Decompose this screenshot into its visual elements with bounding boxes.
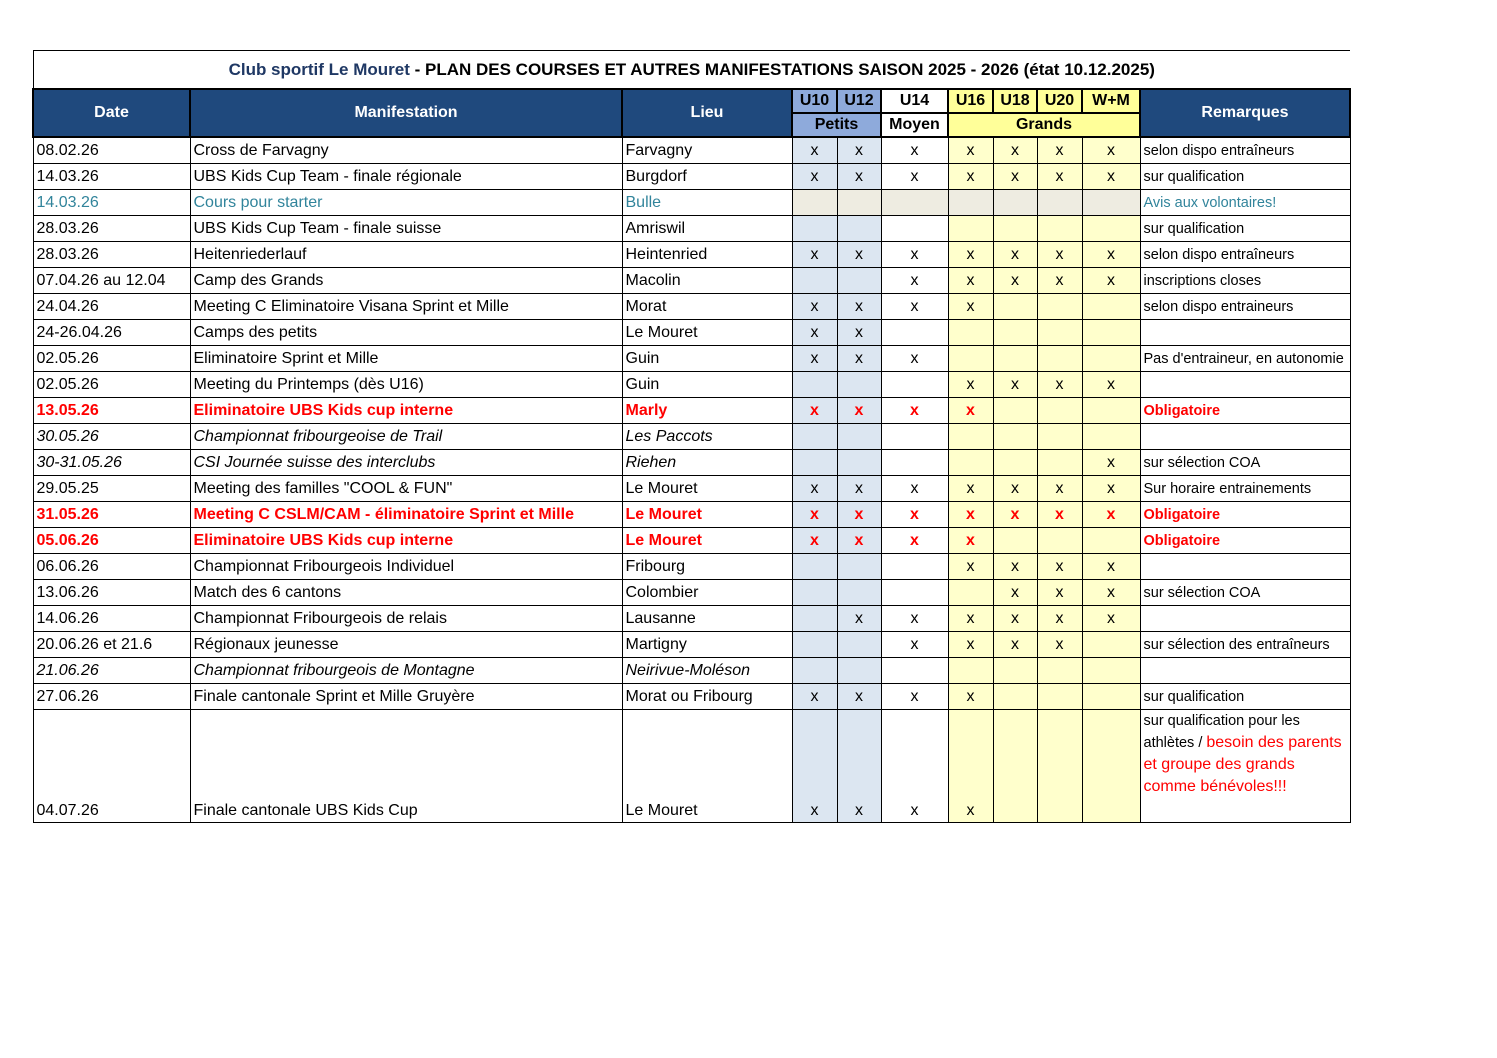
mark-u14: x [881,710,948,823]
event-remark: Pas d'entraineur, en autonomie [1140,346,1350,372]
mark-u10 [792,372,837,398]
mark-u18 [993,684,1037,710]
mark-u10 [792,632,837,658]
mark-u14: x [881,528,948,554]
table-row [33,294,1350,320]
event-date: 28.03.26 [33,216,190,242]
header-u20: U20 [1037,89,1082,113]
mark-u10: x [792,398,837,424]
mark-u18: x [993,632,1037,658]
mark-u14: x [881,268,948,294]
mark-u18 [993,710,1037,823]
table-row [33,554,1350,580]
mark-u12: x [837,137,881,164]
mark-u10: x [792,502,837,528]
event-name: Camps des petits [190,320,622,346]
event-remark [1140,658,1350,684]
table-row [33,372,1350,398]
event-date: 14.03.26 [33,164,190,190]
mark-u10 [792,190,837,216]
event-place: Heintenried [622,242,792,268]
mark-wm [1082,528,1140,554]
event-place: Le Mouret [622,476,792,502]
mark-u14: x [881,294,948,320]
mark-u16: x [948,554,993,580]
mark-u20 [1037,710,1082,823]
mark-u14: x [881,502,948,528]
remark-text: sur qualification pour les athlètes / [1143,713,1300,751]
mark-u12: x [837,502,881,528]
mark-u20 [1037,424,1082,450]
title-rest: - PLAN DES COURSES ET AUTRES MANIFESTATIONS SAISON 2025 - 2026 (état 10.12.2025) [409,59,1155,79]
event-date: 14.06.26 [33,606,190,632]
mark-u16 [948,424,993,450]
event-date: 06.06.26 [33,554,190,580]
mark-u20 [1037,684,1082,710]
mark-u20: x [1037,580,1082,606]
event-remark: selon dispo entraîneurs [1140,137,1350,164]
mark-u18 [993,424,1037,450]
remark-volunteer-call: besoin des parents et groupe des grands comme bénévoles!!! [1143,734,1342,795]
event-date: 24-26.04.26 [33,320,190,346]
mark-u14 [881,554,948,580]
mark-u12 [837,216,881,242]
event-remark: sur sélection COA [1140,580,1350,606]
mark-u10: x [792,294,837,320]
mark-u20 [1037,216,1082,242]
mark-u18 [993,294,1037,320]
mark-u10 [792,658,837,684]
season-plan-sheet [32,50,1351,823]
mark-wm [1082,320,1140,346]
mark-wm [1082,710,1140,823]
mark-u18: x [993,242,1037,268]
event-name: Meeting C Eliminatoire Visana Sprint et Mille [190,294,622,320]
mark-u10 [792,580,837,606]
mark-u20: x [1037,242,1082,268]
mark-wm [1082,398,1140,424]
event-name: Eliminatoire Sprint et Mille [190,346,622,372]
mark-u20: x [1037,554,1082,580]
mark-u10 [792,268,837,294]
event-name: UBS Kids Cup Team - finale régionale [190,164,622,190]
season-plan-table [32,50,1351,823]
event-place: Les Paccots [622,424,792,450]
mark-u12: x [837,346,881,372]
mark-u14 [881,450,948,476]
mark-u14 [881,424,948,450]
event-name: CSI Journée suisse des interclubs [190,450,622,476]
mark-u12: x [837,606,881,632]
event-remark: Obligatoire [1140,398,1350,424]
mark-u20 [1037,294,1082,320]
event-place: Riehen [622,450,792,476]
event-place: Amriswil [622,216,792,242]
event-place: Macolin [622,268,792,294]
mark-u20 [1037,320,1082,346]
mark-wm: x [1082,164,1140,190]
event-place: Martigny [622,632,792,658]
table-row [33,606,1350,632]
mark-u10: x [792,320,837,346]
mark-wm [1082,658,1140,684]
table-row [33,346,1350,372]
mark-u16: x [948,398,993,424]
event-remark: sur sélection des entraîneurs [1140,632,1350,658]
header-row-1 [33,89,1350,113]
mark-u12 [837,632,881,658]
mark-u14 [881,580,948,606]
event-place: Morat ou Fribourg [622,684,792,710]
mark-u18: x [993,476,1037,502]
mark-u16: x [948,684,993,710]
event-name: Match des 6 cantons [190,580,622,606]
event-date: 04.07.26 [33,710,190,823]
mark-u18 [993,658,1037,684]
mark-wm [1082,632,1140,658]
header-lieu: Lieu [622,89,792,137]
table-row [33,710,1350,823]
event-name: Régionaux jeunesse [190,632,622,658]
event-place: Le Mouret [622,502,792,528]
mark-u16: x [948,164,993,190]
mark-u12 [837,580,881,606]
event-remark: sur qualification [1140,684,1350,710]
event-remark: sur qualification [1140,216,1350,242]
event-place: Bulle [622,190,792,216]
table-row [33,216,1350,242]
event-date: 05.06.26 [33,528,190,554]
event-remark: sur qualification [1140,164,1350,190]
group-grands: Grands [948,113,1140,137]
mark-u12 [837,190,881,216]
mark-wm: x [1082,137,1140,164]
mark-u12: x [837,476,881,502]
event-date: 02.05.26 [33,346,190,372]
event-remark: selon dispo entraineurs [1140,294,1350,320]
mark-u16: x [948,242,993,268]
event-place: Neirivue-Moléson [622,658,792,684]
title-club: Club sportif Le Mouret [228,59,410,79]
mark-u16: x [948,137,993,164]
mark-u10: x [792,684,837,710]
event-name: Championnat Fribourgeois de relais [190,606,622,632]
event-date: 13.06.26 [33,580,190,606]
table-row [33,528,1350,554]
mark-u18: x [993,502,1037,528]
mark-wm: x [1082,372,1140,398]
event-name: Eliminatoire UBS Kids cup interne [190,398,622,424]
event-name: Meeting C CSLM/CAM - éliminatoire Sprint et Mille [190,502,622,528]
event-remark: Sur horaire entrainements [1140,476,1350,502]
mark-u18 [993,398,1037,424]
event-remark: sur sélection COA [1140,450,1350,476]
event-remark: selon dispo entraîneurs [1140,242,1350,268]
mark-u10: x [792,137,837,164]
event-place: Burgdorf [622,164,792,190]
mark-u10 [792,554,837,580]
mark-u16 [948,320,993,346]
mark-u18 [993,190,1037,216]
table-row [33,268,1350,294]
mark-wm [1082,424,1140,450]
table-row [33,424,1350,450]
table-row [33,658,1350,684]
mark-u10: x [792,528,837,554]
mark-wm: x [1082,476,1140,502]
mark-u18 [993,320,1037,346]
event-place: Fribourg [622,554,792,580]
mark-u16 [948,450,993,476]
mark-wm [1082,684,1140,710]
mark-u16: x [948,372,993,398]
mark-u10: x [792,710,837,823]
mark-u16: x [948,476,993,502]
event-name: Camp des Grands [190,268,622,294]
event-date: 14.03.26 [33,190,190,216]
event-name: Championnat fribourgeois de Montagne [190,658,622,684]
table-row [33,684,1350,710]
event-name: Meeting des familles "COOL & FUN" [190,476,622,502]
mark-wm [1082,216,1140,242]
mark-u14: x [881,398,948,424]
mark-u18: x [993,268,1037,294]
mark-u14: x [881,242,948,268]
mark-wm: x [1082,450,1140,476]
event-remark [1140,606,1350,632]
event-name: Finale cantonale UBS Kids Cup [190,710,622,823]
mark-u18: x [993,554,1037,580]
header-u16: U16 [948,89,993,113]
mark-u12: x [837,398,881,424]
header-manifestation: Manifestation [190,89,622,137]
event-remark [1140,710,1350,823]
mark-u14: x [881,476,948,502]
mark-u18 [993,450,1037,476]
mark-u20 [1037,190,1082,216]
mark-u16: x [948,606,993,632]
event-place: Le Mouret [622,320,792,346]
table-row [33,632,1350,658]
event-name: Championnat Fribourgeois Individuel [190,554,622,580]
table-row [33,476,1350,502]
table-row [33,164,1350,190]
mark-u18: x [993,372,1037,398]
mark-wm [1082,294,1140,320]
mark-u20: x [1037,632,1082,658]
mark-u10 [792,606,837,632]
mark-u16 [948,580,993,606]
event-remark: inscriptions closes [1140,268,1350,294]
event-date: 30-31.05.26 [33,450,190,476]
mark-u16 [948,346,993,372]
mark-u20 [1037,658,1082,684]
event-date: 20.06.26 et 21.6 [33,632,190,658]
mark-u12: x [837,684,881,710]
mark-u14: x [881,164,948,190]
event-name: UBS Kids Cup Team - finale suisse [190,216,622,242]
event-remark: Avis aux volontaires! [1140,190,1350,216]
event-remark [1140,554,1350,580]
event-date: 07.04.26 au 12.04 [33,268,190,294]
mark-u14 [881,658,948,684]
mark-u16: x [948,710,993,823]
event-name: Cours pour starter [190,190,622,216]
table-row [33,580,1350,606]
mark-u14 [881,190,948,216]
mark-u16 [948,658,993,684]
mark-u20: x [1037,372,1082,398]
mark-u20 [1037,450,1082,476]
event-name: Finale cantonale Sprint et Mille Gruyère [190,684,622,710]
mark-u10: x [792,476,837,502]
mark-wm: x [1082,606,1140,632]
mark-u14 [881,320,948,346]
event-date: 28.03.26 [33,242,190,268]
mark-u10: x [792,346,837,372]
mark-u12 [837,372,881,398]
sheet-title [33,51,1350,90]
mark-u12 [837,268,881,294]
table-row [33,137,1350,164]
mark-u10 [792,450,837,476]
mark-u18: x [993,137,1037,164]
mark-u18: x [993,164,1037,190]
mark-u12 [837,554,881,580]
mark-u14: x [881,684,948,710]
header-u12: U12 [837,89,881,113]
mark-u12 [837,450,881,476]
mark-u12 [837,658,881,684]
mark-u12 [837,424,881,450]
mark-u12: x [837,164,881,190]
mark-u14: x [881,606,948,632]
mark-wm [1082,346,1140,372]
table-row [33,320,1350,346]
mark-wm: x [1082,502,1140,528]
event-date: 08.02.26 [33,137,190,164]
event-place: Marly [622,398,792,424]
event-place: Lausanne [622,606,792,632]
event-date: 24.04.26 [33,294,190,320]
header-u10: U10 [792,89,837,113]
mark-u12: x [837,710,881,823]
mark-u20 [1037,528,1082,554]
event-place: Le Mouret [622,710,792,823]
table-row [33,190,1350,216]
event-remark [1140,320,1350,346]
mark-u16 [948,216,993,242]
event-name: Heitenriederlauf [190,242,622,268]
event-date: 29.05.25 [33,476,190,502]
header-date: Date [33,89,190,137]
mark-u20 [1037,398,1082,424]
table-row [33,502,1350,528]
mark-u20: x [1037,606,1082,632]
mark-u20: x [1037,164,1082,190]
event-place: Colombier [622,580,792,606]
table-row [33,242,1350,268]
event-name: Championnat fribourgeoise de Trail [190,424,622,450]
mark-u14: x [881,137,948,164]
mark-u20 [1037,346,1082,372]
event-date: 21.06.26 [33,658,190,684]
mark-wm: x [1082,554,1140,580]
mark-u10: x [792,164,837,190]
header-wm: W+M [1082,89,1140,113]
event-remark [1140,372,1350,398]
mark-u18 [993,216,1037,242]
event-place: Morat [622,294,792,320]
event-date: 02.05.26 [33,372,190,398]
mark-wm: x [1082,268,1140,294]
table-row [33,398,1350,424]
mark-u18 [993,528,1037,554]
header-remarques: Remarques [1140,89,1350,137]
mark-u18: x [993,580,1037,606]
event-date: 13.05.26 [33,398,190,424]
event-name: Meeting du Printemps (dès U16) [190,372,622,398]
mark-u14 [881,216,948,242]
event-place: Farvagny [622,137,792,164]
event-date: 31.05.26 [33,502,190,528]
event-remark: Obligatoire [1140,528,1350,554]
table-row [33,450,1350,476]
event-place: Le Mouret [622,528,792,554]
event-place: Guin [622,346,792,372]
mark-u16 [948,190,993,216]
event-name: Cross de Farvagny [190,137,622,164]
event-date: 27.06.26 [33,684,190,710]
mark-u10: x [792,242,837,268]
mark-u16: x [948,294,993,320]
mark-wm [1082,190,1140,216]
event-remark: Obligatoire [1140,502,1350,528]
event-remark [1140,424,1350,450]
mark-u16: x [948,502,993,528]
mark-u18 [993,346,1037,372]
title-row [33,51,1350,90]
mark-u20: x [1037,137,1082,164]
event-date: 30.05.26 [33,424,190,450]
group-petits: Petits [792,113,881,137]
mark-u10 [792,216,837,242]
mark-wm: x [1082,580,1140,606]
mark-u14 [881,372,948,398]
mark-u12: x [837,528,881,554]
mark-u16: x [948,268,993,294]
mark-u12: x [837,320,881,346]
header-u18: U18 [993,89,1037,113]
mark-u20: x [1037,502,1082,528]
mark-u18: x [993,606,1037,632]
mark-u20: x [1037,476,1082,502]
mark-u16: x [948,528,993,554]
mark-u12: x [837,294,881,320]
mark-u20: x [1037,268,1082,294]
header-u14: U14 [881,89,948,113]
mark-u10 [792,424,837,450]
mark-u12: x [837,242,881,268]
mark-u16: x [948,632,993,658]
mark-wm: x [1082,242,1140,268]
mark-u14: x [881,346,948,372]
mark-u14: x [881,632,948,658]
event-name: Eliminatoire UBS Kids cup interne [190,528,622,554]
event-place: Guin [622,372,792,398]
group-moyen: Moyen [881,113,948,137]
